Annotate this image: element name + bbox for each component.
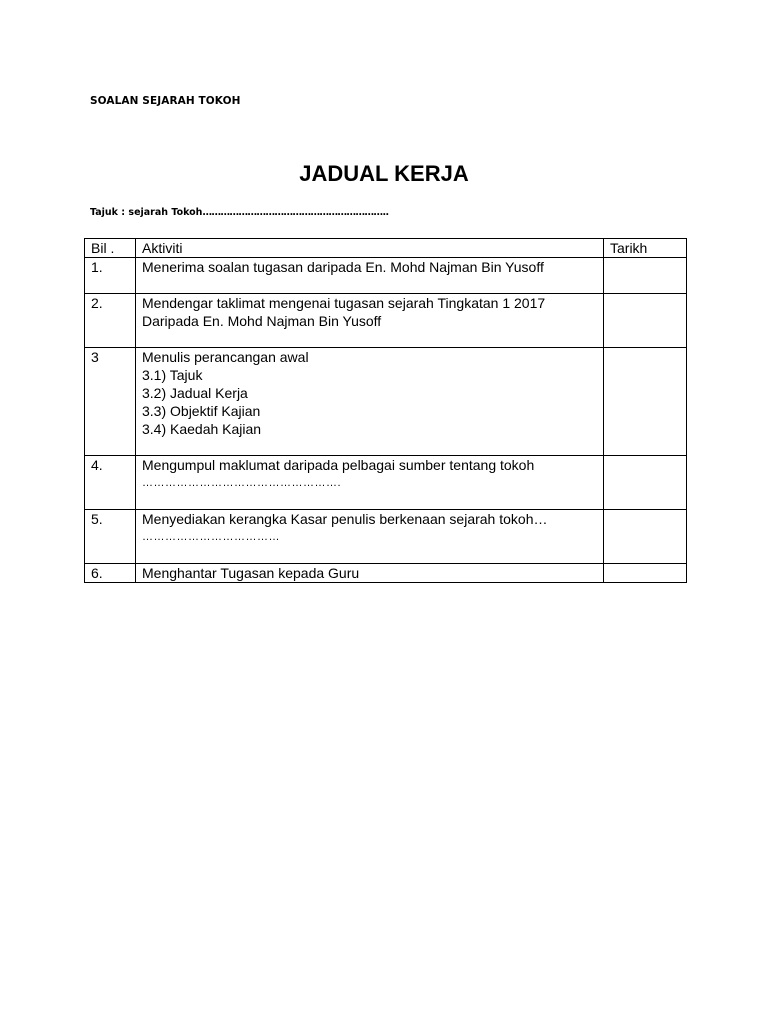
activity-cell bbox=[136, 564, 604, 583]
activity-line: Menghantar Tugasan kepada Guru bbox=[142, 565, 360, 581]
activity-dotted-line: ……………………………… bbox=[142, 531, 280, 543]
table-row bbox=[85, 348, 687, 456]
tajuk-dots: …………………………………………………….. bbox=[202, 207, 389, 218]
table-row bbox=[85, 510, 687, 564]
work-schedule-table bbox=[84, 238, 687, 583]
column-header-tarikh: Tarikh bbox=[604, 239, 687, 258]
date-cell bbox=[604, 294, 687, 348]
column-header-aktiviti: Aktiviti bbox=[136, 239, 604, 258]
row-number: 5. bbox=[85, 510, 136, 564]
activity-line: Menerima soalan tugasan daripada En. Mohd Najman Bin Yusoff bbox=[142, 259, 544, 275]
date-cell bbox=[604, 564, 687, 583]
activity-cell bbox=[136, 258, 604, 294]
activity-cell bbox=[136, 348, 604, 456]
activity-subitem: 3.3) Objektif Kajian bbox=[142, 403, 261, 419]
table-row bbox=[85, 456, 687, 510]
activity-cell bbox=[136, 294, 604, 348]
table-row bbox=[85, 258, 687, 294]
activity-line: Menulis perancangan awal bbox=[142, 349, 309, 365]
date-cell bbox=[604, 348, 687, 456]
document-header: SOALAN SEJARAH TOKOH bbox=[90, 95, 241, 107]
date-cell bbox=[604, 456, 687, 510]
column-header-bil: Bil . bbox=[85, 239, 136, 258]
activity-subitem: 3.4) Kaedah Kajian bbox=[142, 421, 262, 437]
activity-cell bbox=[136, 456, 604, 510]
activity-dotted-line: ……………………………………………. bbox=[142, 477, 342, 489]
activity-cell bbox=[136, 510, 604, 564]
row-number: 1. bbox=[85, 258, 136, 294]
activity-subitem: 3.2) Jadual Kerja bbox=[142, 385, 248, 401]
tajuk-label: Tajuk : sejarah Tokoh bbox=[90, 207, 203, 218]
row-number: 3 bbox=[85, 348, 136, 456]
row-number: 4. bbox=[85, 456, 136, 510]
page-title: JADUAL KERJA bbox=[299, 161, 469, 186]
date-cell bbox=[604, 510, 687, 564]
table-header-row bbox=[85, 239, 687, 258]
activity-subitem: 3.1) Tajuk bbox=[142, 367, 203, 383]
date-cell bbox=[604, 258, 687, 294]
table-row bbox=[85, 564, 687, 583]
tajuk-line bbox=[90, 207, 389, 218]
table-row bbox=[85, 294, 687, 348]
activity-line: Mendengar taklimat mengenai tugasan sejarah Tingkatan 1 2017 bbox=[142, 295, 546, 311]
activity-line: Daripada En. Mohd Najman Bin Yusoff bbox=[142, 313, 382, 329]
activity-line: Menyediakan kerangka Kasar penulis berkenaan sejarah tokoh… bbox=[142, 511, 548, 527]
row-number: 6. bbox=[85, 564, 136, 583]
row-number: 2. bbox=[85, 294, 136, 348]
activity-line: Mengumpul maklumat daripada pelbagai sumber tentang tokoh bbox=[142, 457, 535, 473]
